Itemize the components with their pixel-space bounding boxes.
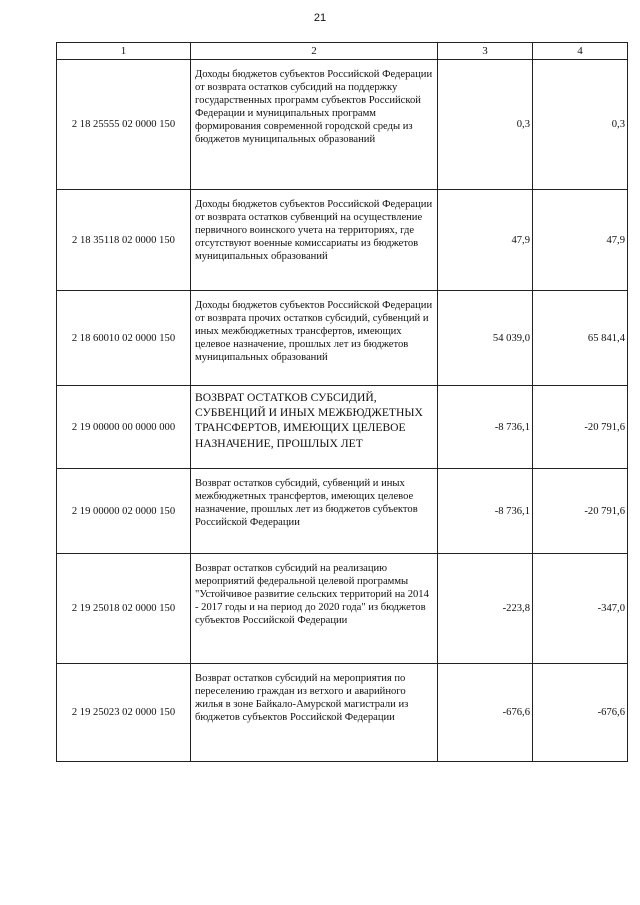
description-cell: Доходы бюджетов субъектов Российской Федерации от возврата остатков субсидий на поддержку государственных программ субъектов Российской Федерации и муниципальных программ формирования современной городской среды из бюджетов муниципальных образований [191, 60, 438, 190]
value-1-cell: -8 736,1 [438, 469, 533, 554]
budget-code-cell: 2 19 00000 00 0000 000 [57, 386, 191, 469]
table-header-row [57, 43, 628, 60]
budget-code-cell: 2 18 60010 02 0000 150 [57, 291, 191, 386]
value-2-cell: -20 791,6 [533, 386, 628, 469]
description-cell: Возврат остатков субсидий на мероприятия по переселению граждан из ветхого и аварийного жилья в зоне Байкало-Амурской магистрали из бюджетов субъектов Российской Федерации [191, 664, 438, 762]
value-1-cell: 47,9 [438, 190, 533, 291]
description-cell: Доходы бюджетов субъектов Российской Федерации от возврата остатков субвенций на осуществление первичного воинского учета на территориях, где отсутствуют военные комиссариаты из бюджетов муниципальных образований [191, 190, 438, 291]
budget-code-cell: 2 19 25018 02 0000 150 [57, 554, 191, 664]
value-1-cell: -676,6 [438, 664, 533, 762]
table-row [57, 664, 628, 762]
budget-code-cell: 2 18 35118 02 0000 150 [57, 190, 191, 291]
value-2-cell: -347,0 [533, 554, 628, 664]
description-cell: Возврат остатков субсидий на реализацию мероприятий федеральной целевой программы "Устойчивое развитие сельских территорий на 2014 - 2017 годы и на период до 2020 года" из бюджетов субъектов Российской Федерации [191, 554, 438, 664]
budget-code-cell: 2 18 25555 02 0000 150 [57, 60, 191, 190]
table-row [57, 386, 628, 469]
description-cell: Возврат остатков субсидий, субвенций и иных межбюджетных трансфертов, имеющих целевое назначение, прошлых лет из бюджетов субъектов Российской Федерации [191, 469, 438, 554]
table-row [57, 291, 628, 386]
table-row [57, 554, 628, 664]
value-2-cell: 65 841,4 [533, 291, 628, 386]
column-header-code: 1 [57, 43, 191, 60]
value-1-cell: -223,8 [438, 554, 533, 664]
description-cell: Доходы бюджетов субъектов Российской Федерации от возврата прочих остатков субсидий, субвенций и иных межбюджетных трансфертов, имеющих целевое назначение, прошлых лет из бюджетов муниципальных образований [191, 291, 438, 386]
value-1-cell: 54 039,0 [438, 291, 533, 386]
budget-code-cell: 2 19 00000 02 0000 150 [57, 469, 191, 554]
description-cell: ВОЗВРАТ ОСТАТКОВ СУБСИДИЙ, СУБВЕНЦИЙ И ИНЫХ МЕЖБЮДЖЕТНЫХ ТРАНСФЕРТОВ, ИМЕЮЩИХ ЦЕЛЕВОЕ НАЗНАЧЕНИЕ, ПРОШЛЫХ ЛЕТ [191, 386, 438, 469]
column-header-name: 2 [191, 43, 438, 60]
column-header-value-1: 3 [438, 43, 533, 60]
column-header-value-2: 4 [533, 43, 628, 60]
table-row [57, 469, 628, 554]
page-number: 21 [313, 12, 327, 24]
value-2-cell: -20 791,6 [533, 469, 628, 554]
table-row [57, 190, 628, 291]
table-row [57, 60, 628, 190]
value-2-cell: 0,3 [533, 60, 628, 190]
value-1-cell: 0,3 [438, 60, 533, 190]
budget-revenue-table [56, 42, 628, 762]
value-2-cell: -676,6 [533, 664, 628, 762]
budget-code-cell: 2 19 25023 02 0000 150 [57, 664, 191, 762]
value-2-cell: 47,9 [533, 190, 628, 291]
value-1-cell: -8 736,1 [438, 386, 533, 469]
